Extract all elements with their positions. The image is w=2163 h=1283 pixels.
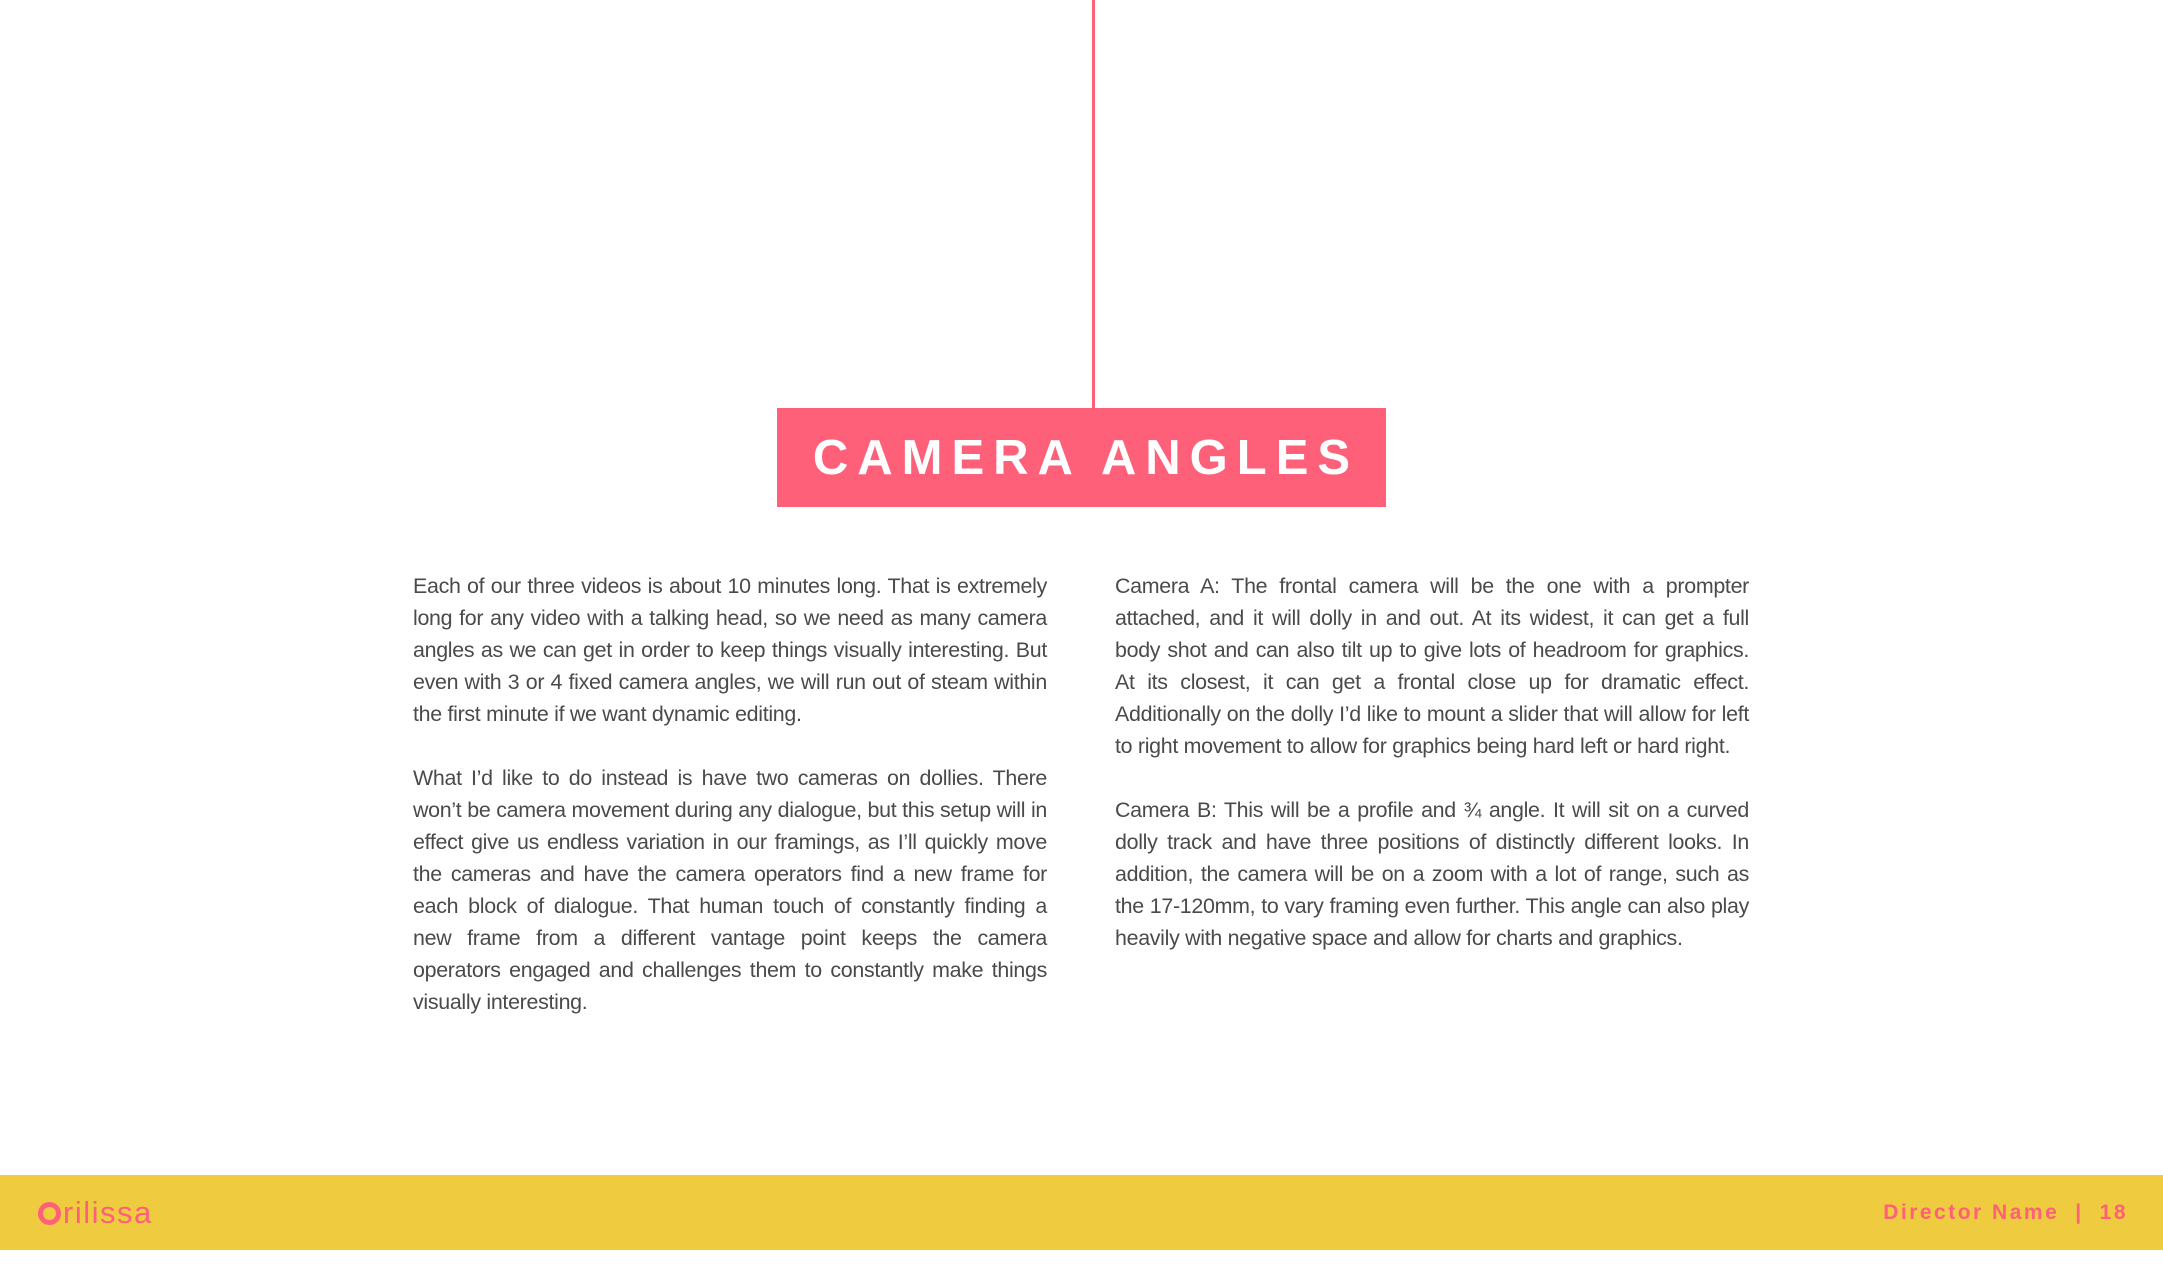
right-text-column: [1115, 570, 1749, 986]
paragraph-camera-b: Camera B: This will be a profile and ¾ angle. It will sit on a curved dolly track and have three positions of distinctly different looks. In addition, the camera will be on a zoom with a lot of range, such as the 17-120mm, to vary framing even further. This angle can also play heavily with negative space and allow for charts and graphics.: [1115, 798, 1749, 950]
title-banner: [777, 408, 1386, 507]
footer-bar: [0, 1175, 2163, 1250]
vertical-accent-line: [1092, 0, 1095, 410]
page-title: CAMERA ANGLES: [812, 430, 1360, 485]
footer-separator: |: [2075, 1201, 2084, 1224]
paragraph-left-2: What I’d like to do instead is have two cameras on dollies. There won’t be camera movement during any dialogue, but this setup will in effect give us endless variation in our framings, as I’ll quickly move the cameras and have the camera operators find a new frame for each block of dialogue. That human touch of constantly finding a new frame from a different vantage point keeps the camera operators engaged and challenges them to constantly make things visually interesting.: [413, 766, 1047, 1014]
brand-logo: [38, 1194, 153, 1232]
paragraph-camera-a: Camera A: The frontal camera will be the one with a prompter attached, and it will dolly in and out. At its widest, it can get a full body shot and can also tilt up to give lots of headroom for graphics. At its closest, it can get a frontal close up for dramatic effect. Additionally on the dolly I’d like to mount a slider that will allow for left to right movement to allow for graphics being hard left or hard right.: [1115, 574, 1749, 758]
logo-ring-icon: [38, 1202, 61, 1225]
director-name: Director Name: [1883, 1201, 2060, 1224]
left-text-column: [413, 570, 1047, 1050]
footer-meta: [1883, 1194, 2128, 1232]
logo-text: rilissa: [63, 1195, 153, 1230]
paragraph-left-1: Each of our three videos is about 10 minutes long. That is extremely long for any video with a talking head, so we need as many camera angles as we can get in order to keep things visually interesting. But even with 3 or 4 fixed camera angles, we will run out of steam within the first minute if we want dynamic editing.: [413, 574, 1047, 726]
page-number: 18: [2099, 1201, 2128, 1224]
